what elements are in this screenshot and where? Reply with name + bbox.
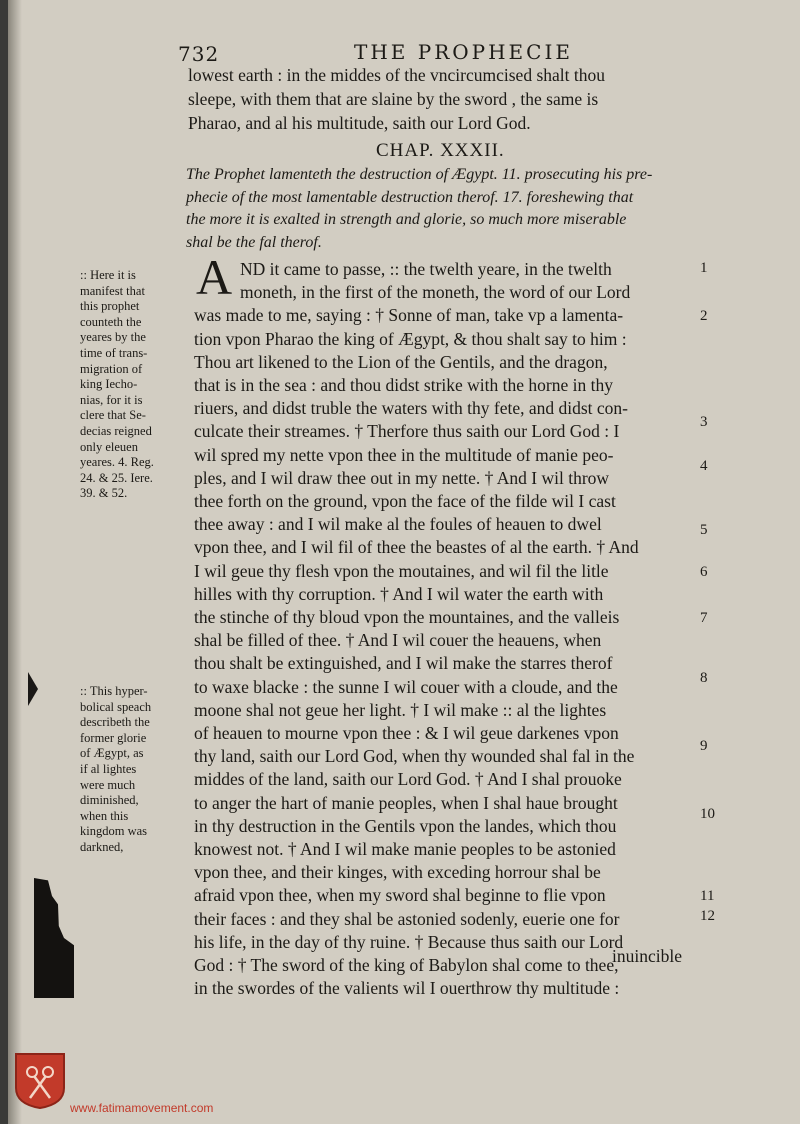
verse-number: 11 <box>700 888 715 904</box>
intro-text <box>188 63 605 135</box>
gutter-shadow <box>8 0 22 1124</box>
margin-note-line: this prophet <box>80 299 140 314</box>
text-line: the stinche of thy bloud vpon the mountaines, and the valleis <box>194 607 620 628</box>
margin-note-line: nias, for it is <box>80 392 143 407</box>
margin-note-line: were much <box>80 777 136 792</box>
text-line: lowest earth : in the middes of the vncircumcised shalt thou <box>188 65 605 85</box>
verse-number: 6 <box>700 564 708 580</box>
text-line: in the swordes of the valients wil I ouerthrow thy multitude : <box>194 978 620 999</box>
margin-note-line: describeth the <box>80 715 150 730</box>
catchword: inuincible <box>612 946 682 966</box>
margin-note-line: king Iecho- <box>80 377 138 392</box>
text-line: tion vpon Pharao the king of Ægypt, & thou shalt say to him : <box>194 328 627 349</box>
running-head: THE PROPHECIE <box>354 40 573 64</box>
verse-number: 5 <box>700 522 708 538</box>
text-line: vpon thee, and their kinges, with exceding horrour shal be <box>194 862 601 883</box>
margin-note-line: darkned, <box>80 839 124 854</box>
margin-note-line: only eleuen <box>80 439 138 454</box>
text-line: Thou art likened to the Lion of the Gentils, and the dragon, <box>194 351 608 372</box>
margin-note-line: 24. & 25. Iere. <box>80 470 153 485</box>
margin-note-line: decias reigned <box>80 423 152 438</box>
verse-number: 1 <box>700 260 708 276</box>
text-line: riuers, and didst truble the waters with thy fete, and didst con- <box>194 398 628 419</box>
margin-note-line: former glorie <box>80 730 147 745</box>
margin-note-line: diminished, <box>80 793 139 808</box>
margin-note-line: yeares. 4. Reg. <box>80 455 154 470</box>
book-page <box>8 0 800 1124</box>
source-url[interactable]: www.fatimamovement.com <box>70 1101 214 1115</box>
margin-note-1 <box>80 268 192 502</box>
text-line: that is in the sea : and thou didst strike with the horne in thy <box>194 375 613 396</box>
margin-note-line: when this <box>80 808 129 823</box>
text-line: thee away : and I wil make al the foules of heauen to dwel <box>194 514 602 535</box>
verse-number: 9 <box>700 738 708 754</box>
text-line: afraid vpon thee, when my sword shal beginne to flie vpon <box>194 885 606 906</box>
text-line: thy land, saith our Lord God, when thy wounded shal fal in the <box>194 746 635 767</box>
text-line: vpon thee, and I wil fil of thee the beastes of al the earth. † And <box>194 537 639 558</box>
text-line: of heauen to mourne vpon thee : & I wil geue darkenes vpon <box>194 723 619 744</box>
argument-line: shal be the fal therof. <box>186 233 322 251</box>
text-line: culcate their streames. † Therfore thus saith our Lord God : I <box>194 421 620 442</box>
text-line: Pharao, and al his multitude, saith our Lord God. <box>188 113 531 133</box>
text-line: his life, in the day of thy ruine. † Because thus saith our Lord <box>194 931 624 952</box>
text-line: I wil geue thy flesh vpon the moutaines, and wil fil the litle <box>194 560 609 581</box>
margin-note-line: :: Here it is <box>80 268 136 282</box>
margin-note-line: migration of <box>80 361 143 376</box>
text-line: ND it came to passe, :: the twelth yeare, in the twelth <box>240 259 612 279</box>
margin-note-line: :: This hyper- <box>80 684 148 698</box>
main-text <box>194 258 639 1001</box>
chapter-heading: CHAP. XXXII. <box>376 140 505 161</box>
text-line: was made to me, saying : † Sonne of man, take vp a lamenta- <box>194 305 624 326</box>
verse-number: 12 <box>700 908 715 924</box>
text-line: thee forth on the ground, vpon the face of the filde wil I cast <box>194 491 616 512</box>
margin-note-line: of Ægypt, as <box>80 746 144 761</box>
text-line: to anger the hart of manie peoples, when I shal haue brought <box>194 792 618 813</box>
text-line: to waxe blacke : the sunne I wil couer with a cloude, and the <box>194 676 618 697</box>
margin-note-line: counteth the <box>80 314 142 329</box>
margin-note-line: yeares by the <box>80 330 146 345</box>
text-line: moneth, in the first of the moneth, the word of our Lord <box>240 282 631 303</box>
verse-number: 2 <box>700 308 708 324</box>
margin-note-line: if al lightes <box>80 761 137 776</box>
argument-line: The Prophet lamenteth the destruction of Ægypt. 11. prosecuting his pre- <box>186 166 653 183</box>
margin-note-line: manifest that <box>80 283 145 298</box>
text-line: middes of the land, saith our Lord God. † And I shal prouoke <box>194 769 622 790</box>
verse-number: 4 <box>700 458 708 474</box>
text-line: in thy destruction in the Gentils vpon the landes, which thou <box>194 815 617 836</box>
verse-number: 3 <box>700 414 708 430</box>
text-line: shal be filled of thee. † And I wil couer the heauens, when <box>194 630 602 651</box>
text-line: their faces : and they shal be astonied sodenly, euerie one for <box>194 908 620 929</box>
text-line: God : † The sword of the king of Babylon shal come to thee, <box>194 955 619 976</box>
margin-note-line: bolical speach <box>80 699 152 714</box>
text-line: moone shal not geue her light. † I wil make :: al the lightes <box>194 699 607 720</box>
verse-number: 8 <box>700 670 708 686</box>
argument-line: phecie of the most lamentable destruction therof. 17. foreshewing that <box>186 188 634 206</box>
text-line: wil spred my nette vpon thee in the multitude of manie peo- <box>194 444 614 465</box>
margin-note-line: kingdom was <box>80 824 148 839</box>
page-header <box>178 36 598 66</box>
margin-note-line: time of trans- <box>80 345 148 360</box>
text-line: hilles with thy corruption. † And I wil water the earth with <box>194 583 604 604</box>
argument-line: the more it is exalted in strength and glorie, so much more miserable <box>186 211 627 228</box>
drop-cap: A <box>196 249 233 305</box>
verse-number: 7 <box>700 610 708 626</box>
papal-seal-icon <box>14 1052 66 1110</box>
margin-note-line: clere that Se- <box>80 408 146 423</box>
text-line: thou shalt be extinguished, and I wil make the starres therof <box>194 653 613 674</box>
margin-note-2 <box>80 684 192 856</box>
text-line: sleepe, with them that are slaine by the sword , the same is <box>188 89 599 109</box>
page-number: 732 <box>178 42 220 66</box>
text-line: ples, and I wil draw thee out in my nette. † And I wil throw <box>194 467 610 488</box>
text-line: knowest not. † And I wil make manie peoples to be astonied <box>194 839 616 860</box>
chapter-argument <box>186 164 652 254</box>
verse-number: 10 <box>700 806 715 822</box>
margin-note-line: 39. & 52. <box>80 486 128 501</box>
